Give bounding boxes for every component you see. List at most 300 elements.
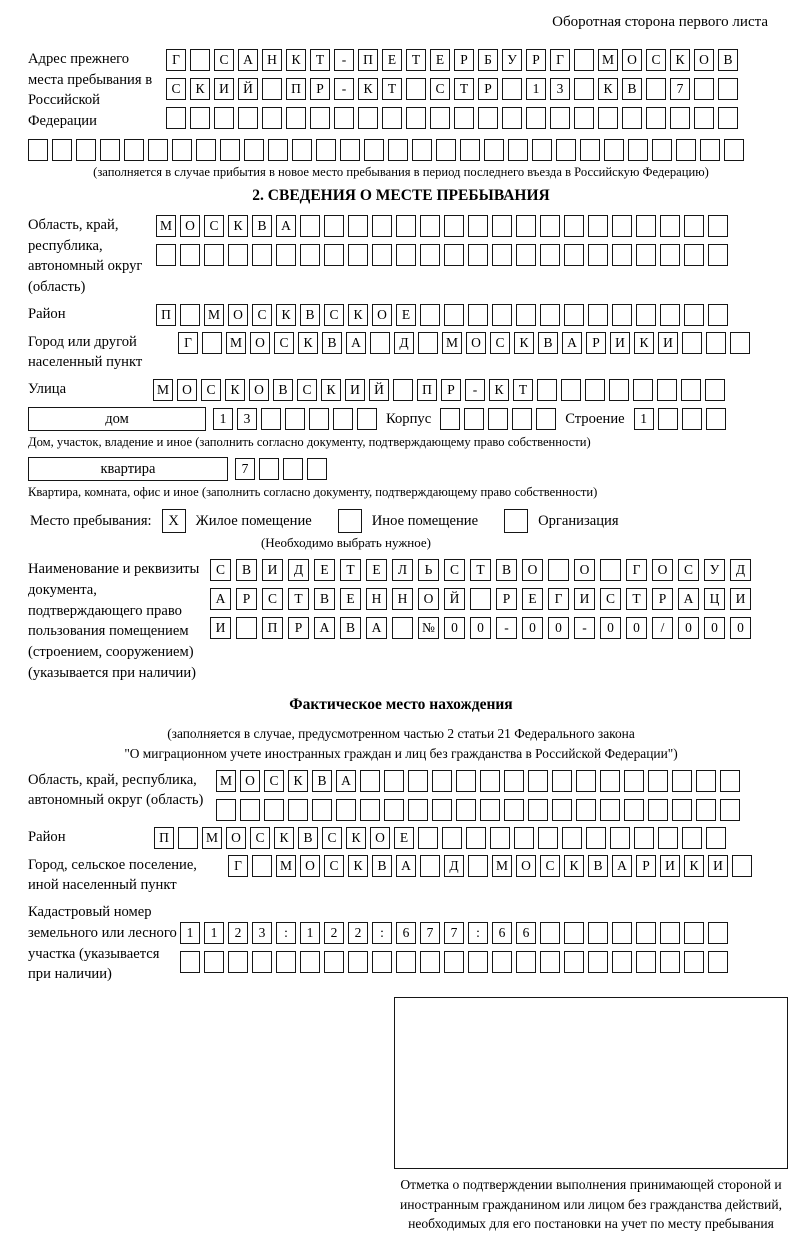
char-box: С — [646, 49, 666, 71]
stroenie-label: Строение — [565, 410, 625, 427]
char-box — [552, 770, 572, 792]
char-box — [636, 951, 656, 973]
char-box — [456, 799, 476, 821]
char-box: П — [417, 379, 437, 401]
char-box: Н — [262, 49, 282, 71]
char-box — [706, 332, 726, 354]
char-box: И — [658, 332, 678, 354]
char-box: К — [684, 855, 704, 877]
mark-box — [394, 997, 788, 1169]
char-box — [540, 922, 560, 944]
char-box: Р — [441, 379, 461, 401]
char-box — [552, 799, 572, 821]
char-box: Ь — [418, 559, 439, 581]
char-box — [706, 827, 726, 849]
char-box: С — [600, 588, 621, 610]
char-box: С — [430, 78, 450, 100]
char-box — [392, 617, 413, 639]
char-box: Р — [636, 855, 656, 877]
char-box — [372, 244, 392, 266]
char-box — [708, 922, 728, 944]
actual-region-line-2 — [216, 799, 740, 821]
char-box — [657, 379, 677, 401]
char-box — [502, 107, 522, 129]
apartment-caption: Квартира, комната, офис и иное (заполнить согласно документу, подтверждающему право собственности) — [28, 485, 598, 500]
char-box: Е — [396, 304, 416, 326]
char-box: : — [468, 922, 488, 944]
char-box: О — [418, 588, 439, 610]
korpus-label: Корпус — [386, 410, 432, 427]
char-box — [396, 951, 416, 973]
char-box: Р — [236, 588, 257, 610]
stay-option-other-label: Иное помещение — [371, 512, 479, 529]
char-box — [370, 332, 390, 354]
actual-city-row — [28, 855, 774, 896]
char-box: В — [538, 332, 558, 354]
char-box — [628, 139, 648, 161]
char-box — [204, 244, 224, 266]
city-label: Город или другой населенный пункт — [28, 333, 143, 371]
actual-location-subtitle-line-1: (заполняется в случае, предусмотренном частью 2 статьи 21 Федерального закона — [167, 725, 635, 741]
char-box: К — [348, 855, 368, 877]
char-box: К — [225, 379, 245, 401]
char-box — [310, 107, 330, 129]
char-box: 1 — [526, 78, 546, 100]
char-box — [660, 304, 680, 326]
char-box — [384, 799, 404, 821]
char-box: 3 — [252, 922, 272, 944]
char-box — [658, 827, 678, 849]
char-box: О — [622, 49, 642, 71]
char-box: О — [372, 304, 392, 326]
char-box — [682, 332, 702, 354]
char-box — [372, 951, 392, 973]
char-box — [466, 827, 486, 849]
char-box — [588, 215, 608, 237]
char-box — [309, 408, 329, 430]
char-box — [470, 588, 491, 610]
char-box — [333, 408, 353, 430]
char-box: 0 — [470, 617, 491, 639]
char-box: У — [704, 559, 725, 581]
document-grid — [210, 559, 751, 639]
char-box — [180, 951, 200, 973]
char-box: 2 — [324, 922, 344, 944]
apartment-type-box: квартира — [28, 457, 228, 481]
char-box — [576, 770, 596, 792]
char-box — [648, 799, 668, 821]
char-box — [442, 827, 462, 849]
char-box — [624, 799, 644, 821]
char-box: И — [262, 559, 283, 581]
region-grid — [156, 215, 728, 266]
char-box: А — [396, 855, 416, 877]
char-box — [220, 139, 240, 161]
char-box: О — [228, 304, 248, 326]
char-box — [216, 799, 236, 821]
char-box: - — [496, 617, 517, 639]
char-box: 7 — [420, 922, 440, 944]
char-box — [228, 951, 248, 973]
char-box — [574, 49, 594, 71]
char-box — [468, 855, 488, 877]
char-box — [636, 922, 656, 944]
char-box — [540, 215, 560, 237]
char-box — [492, 244, 512, 266]
char-box — [694, 107, 714, 129]
char-box: П — [154, 827, 174, 849]
city-row — [28, 332, 774, 373]
char-box — [604, 139, 624, 161]
char-box — [396, 244, 416, 266]
char-box: Й — [369, 379, 389, 401]
char-box — [588, 304, 608, 326]
char-box — [252, 855, 272, 877]
char-box — [180, 304, 200, 326]
street-row — [28, 379, 774, 401]
char-box: И — [708, 855, 728, 877]
char-box — [454, 107, 474, 129]
char-box — [540, 951, 560, 973]
char-box — [612, 951, 632, 973]
char-box — [684, 244, 704, 266]
char-box — [340, 139, 360, 161]
char-box — [681, 379, 701, 401]
char-box — [536, 408, 556, 430]
char-box: И — [210, 617, 231, 639]
char-box: О — [249, 379, 269, 401]
char-box — [730, 332, 750, 354]
char-box — [512, 408, 532, 430]
char-box: К — [276, 304, 296, 326]
char-box — [696, 770, 716, 792]
char-box — [516, 215, 536, 237]
char-box — [406, 107, 426, 129]
char-box: Р — [288, 617, 309, 639]
char-box — [526, 107, 546, 129]
district-row — [28, 304, 774, 326]
char-box: 7 — [235, 458, 255, 480]
char-box: А — [612, 855, 632, 877]
char-box — [396, 215, 416, 237]
char-box: К — [321, 379, 341, 401]
char-box: В — [372, 855, 392, 877]
char-box: С — [297, 379, 317, 401]
char-box: - — [334, 78, 354, 100]
char-box: В — [496, 559, 517, 581]
char-box: О — [370, 827, 390, 849]
char-box — [148, 139, 168, 161]
char-box — [609, 379, 629, 401]
char-box: К — [274, 827, 294, 849]
char-box: О — [300, 855, 320, 877]
char-box — [504, 799, 524, 821]
char-box: В — [252, 215, 272, 237]
char-box — [564, 304, 584, 326]
char-box — [196, 139, 216, 161]
char-box — [490, 827, 510, 849]
char-box: И — [574, 588, 595, 610]
char-box — [364, 139, 384, 161]
char-box: Г — [626, 559, 647, 581]
char-box: 0 — [600, 617, 621, 639]
prev-address-caption: (заполняется в случае прибытия в новое место пребывания в период последнего въезда в Российскую Федерацию) — [93, 164, 709, 179]
char-box: О — [180, 215, 200, 237]
actual-location-title: Фактическое место нахождения — [289, 695, 513, 713]
char-box — [576, 799, 596, 821]
char-box: Л — [392, 559, 413, 581]
char-box — [360, 799, 380, 821]
char-box: О — [177, 379, 197, 401]
char-box — [259, 458, 279, 480]
char-box — [444, 215, 464, 237]
char-box: 1 — [634, 408, 654, 430]
char-box: А — [366, 617, 387, 639]
stay-type-row — [28, 509, 774, 533]
char-box — [646, 107, 666, 129]
char-box — [252, 951, 272, 973]
char-box: Р — [454, 49, 474, 71]
char-box — [388, 139, 408, 161]
char-box: С — [166, 78, 186, 100]
actual-city-cells — [228, 855, 752, 877]
char-box — [283, 458, 303, 480]
char-box: 0 — [626, 617, 647, 639]
char-box: Т — [310, 49, 330, 71]
char-box: О — [574, 559, 595, 581]
prev-address-line-2 — [166, 78, 738, 100]
char-box: В — [312, 770, 332, 792]
char-box — [262, 107, 282, 129]
char-box: О — [522, 559, 543, 581]
char-box: М — [156, 215, 176, 237]
char-box — [393, 379, 413, 401]
actual-region-grid — [216, 770, 740, 821]
char-box — [732, 855, 752, 877]
char-box — [300, 951, 320, 973]
char-box — [432, 770, 452, 792]
char-box: М — [492, 855, 512, 877]
char-box — [288, 799, 308, 821]
char-box — [324, 951, 344, 973]
char-box — [285, 408, 305, 430]
char-box — [408, 799, 428, 821]
char-box: С — [274, 332, 294, 354]
char-box — [300, 244, 320, 266]
char-box — [564, 244, 584, 266]
char-box: О — [250, 332, 270, 354]
char-box — [276, 951, 296, 973]
cadastral-line-2 — [180, 951, 728, 973]
char-box: О — [652, 559, 673, 581]
char-box — [357, 408, 377, 430]
char-box — [456, 770, 476, 792]
char-box: М — [226, 332, 246, 354]
char-box: Д — [730, 559, 751, 581]
char-box: С — [214, 49, 234, 71]
char-box: 1 — [300, 922, 320, 944]
char-box: К — [348, 304, 368, 326]
document-line-3 — [210, 617, 751, 639]
char-box — [444, 244, 464, 266]
char-box — [236, 617, 257, 639]
char-box: К — [286, 49, 306, 71]
char-box — [508, 139, 528, 161]
char-box — [261, 408, 281, 430]
char-box: 7 — [670, 78, 690, 100]
char-box: Д — [288, 559, 309, 581]
prev-address-line-3 — [166, 107, 738, 129]
char-box: К — [670, 49, 690, 71]
region-row — [28, 215, 774, 298]
char-box — [696, 799, 716, 821]
char-box: О — [240, 770, 260, 792]
char-box: К — [514, 332, 534, 354]
char-box — [700, 139, 720, 161]
char-box — [420, 951, 440, 973]
house-caption: Дом, участок, владение и иное (заполнить согласно документу, подтверждающему право собственности) — [28, 435, 591, 450]
char-box — [586, 827, 606, 849]
char-box: А — [346, 332, 366, 354]
char-box — [658, 408, 678, 430]
char-box: В — [300, 304, 320, 326]
char-box — [540, 304, 560, 326]
char-box — [468, 951, 488, 973]
char-box — [504, 770, 524, 792]
char-box: В — [298, 827, 318, 849]
stay-option-organization-checkbox — [504, 509, 528, 533]
char-box: К — [190, 78, 210, 100]
char-box — [622, 107, 642, 129]
char-box — [324, 215, 344, 237]
char-box — [612, 304, 632, 326]
char-box — [585, 379, 605, 401]
char-box — [532, 139, 552, 161]
char-box — [708, 215, 728, 237]
char-box: В — [588, 855, 608, 877]
cadastral-grid — [180, 922, 728, 973]
char-box: Г — [166, 49, 186, 71]
char-box — [348, 215, 368, 237]
char-box: И — [610, 332, 630, 354]
char-box — [276, 244, 296, 266]
document-label: Наименование и реквизиты документа, подтверждающего право пользования помещением (строением, сооружением) (указывается при наличии) — [28, 561, 200, 681]
char-box — [492, 951, 512, 973]
char-box — [612, 215, 632, 237]
char-box: : — [276, 922, 296, 944]
char-box — [660, 215, 680, 237]
char-box: - — [334, 49, 354, 71]
char-box — [178, 827, 198, 849]
char-box: С — [262, 588, 283, 610]
char-box: К — [634, 332, 654, 354]
stroenie-cells — [634, 408, 726, 430]
char-box — [372, 215, 392, 237]
prev-address-row — [28, 49, 774, 132]
char-box: О — [516, 855, 536, 877]
char-box: Н — [392, 588, 413, 610]
char-box — [600, 559, 621, 581]
char-box — [264, 799, 284, 821]
char-box: К — [288, 770, 308, 792]
char-box: С — [250, 827, 270, 849]
char-box — [528, 770, 548, 792]
char-box — [676, 139, 696, 161]
char-box — [564, 922, 584, 944]
char-box — [492, 304, 512, 326]
char-box — [708, 304, 728, 326]
apartment-row — [28, 457, 774, 481]
char-box — [670, 107, 690, 129]
char-box — [324, 244, 344, 266]
char-box: 2 — [228, 922, 248, 944]
char-box — [612, 244, 632, 266]
char-box: К — [346, 827, 366, 849]
char-box — [636, 244, 656, 266]
prev-address-grid — [166, 49, 738, 129]
char-box: Й — [444, 588, 465, 610]
char-box: 0 — [522, 617, 543, 639]
char-box: № — [418, 617, 439, 639]
char-box: М — [276, 855, 296, 877]
header-note: Оборотная сторона первого листа — [552, 14, 768, 30]
char-box: П — [286, 78, 306, 100]
char-box — [336, 799, 356, 821]
actual-district-cells — [154, 827, 726, 849]
char-box: Р — [496, 588, 517, 610]
char-box: В — [340, 617, 361, 639]
region-line-1 — [156, 215, 728, 237]
prev-address-line-1 — [166, 49, 738, 71]
street-cells — [153, 379, 725, 401]
char-box — [382, 107, 402, 129]
char-box — [492, 215, 512, 237]
char-box: О — [694, 49, 714, 71]
char-box: М — [598, 49, 618, 71]
char-box — [334, 107, 354, 129]
char-box — [633, 379, 653, 401]
char-box: Е — [340, 588, 361, 610]
char-box — [300, 215, 320, 237]
char-box: Т — [382, 78, 402, 100]
char-box — [316, 139, 336, 161]
char-box: Р — [526, 49, 546, 71]
char-box — [202, 332, 222, 354]
char-box — [720, 799, 740, 821]
char-box — [684, 304, 704, 326]
char-box — [384, 770, 404, 792]
char-box: В — [322, 332, 342, 354]
char-box: М — [204, 304, 224, 326]
char-box: 0 — [548, 617, 569, 639]
char-box: К — [564, 855, 584, 877]
char-box: В — [236, 559, 257, 581]
char-box: Б — [478, 49, 498, 71]
char-box: Т — [454, 78, 474, 100]
char-box: И — [660, 855, 680, 877]
char-box — [76, 139, 96, 161]
char-box — [660, 951, 680, 973]
char-box: С — [204, 215, 224, 237]
char-box — [684, 951, 704, 973]
char-box: А — [238, 49, 258, 71]
char-box — [588, 244, 608, 266]
char-box — [214, 107, 234, 129]
char-box — [418, 827, 438, 849]
char-box: Т — [470, 559, 491, 581]
char-box: К — [298, 332, 318, 354]
char-box: В — [718, 49, 738, 71]
